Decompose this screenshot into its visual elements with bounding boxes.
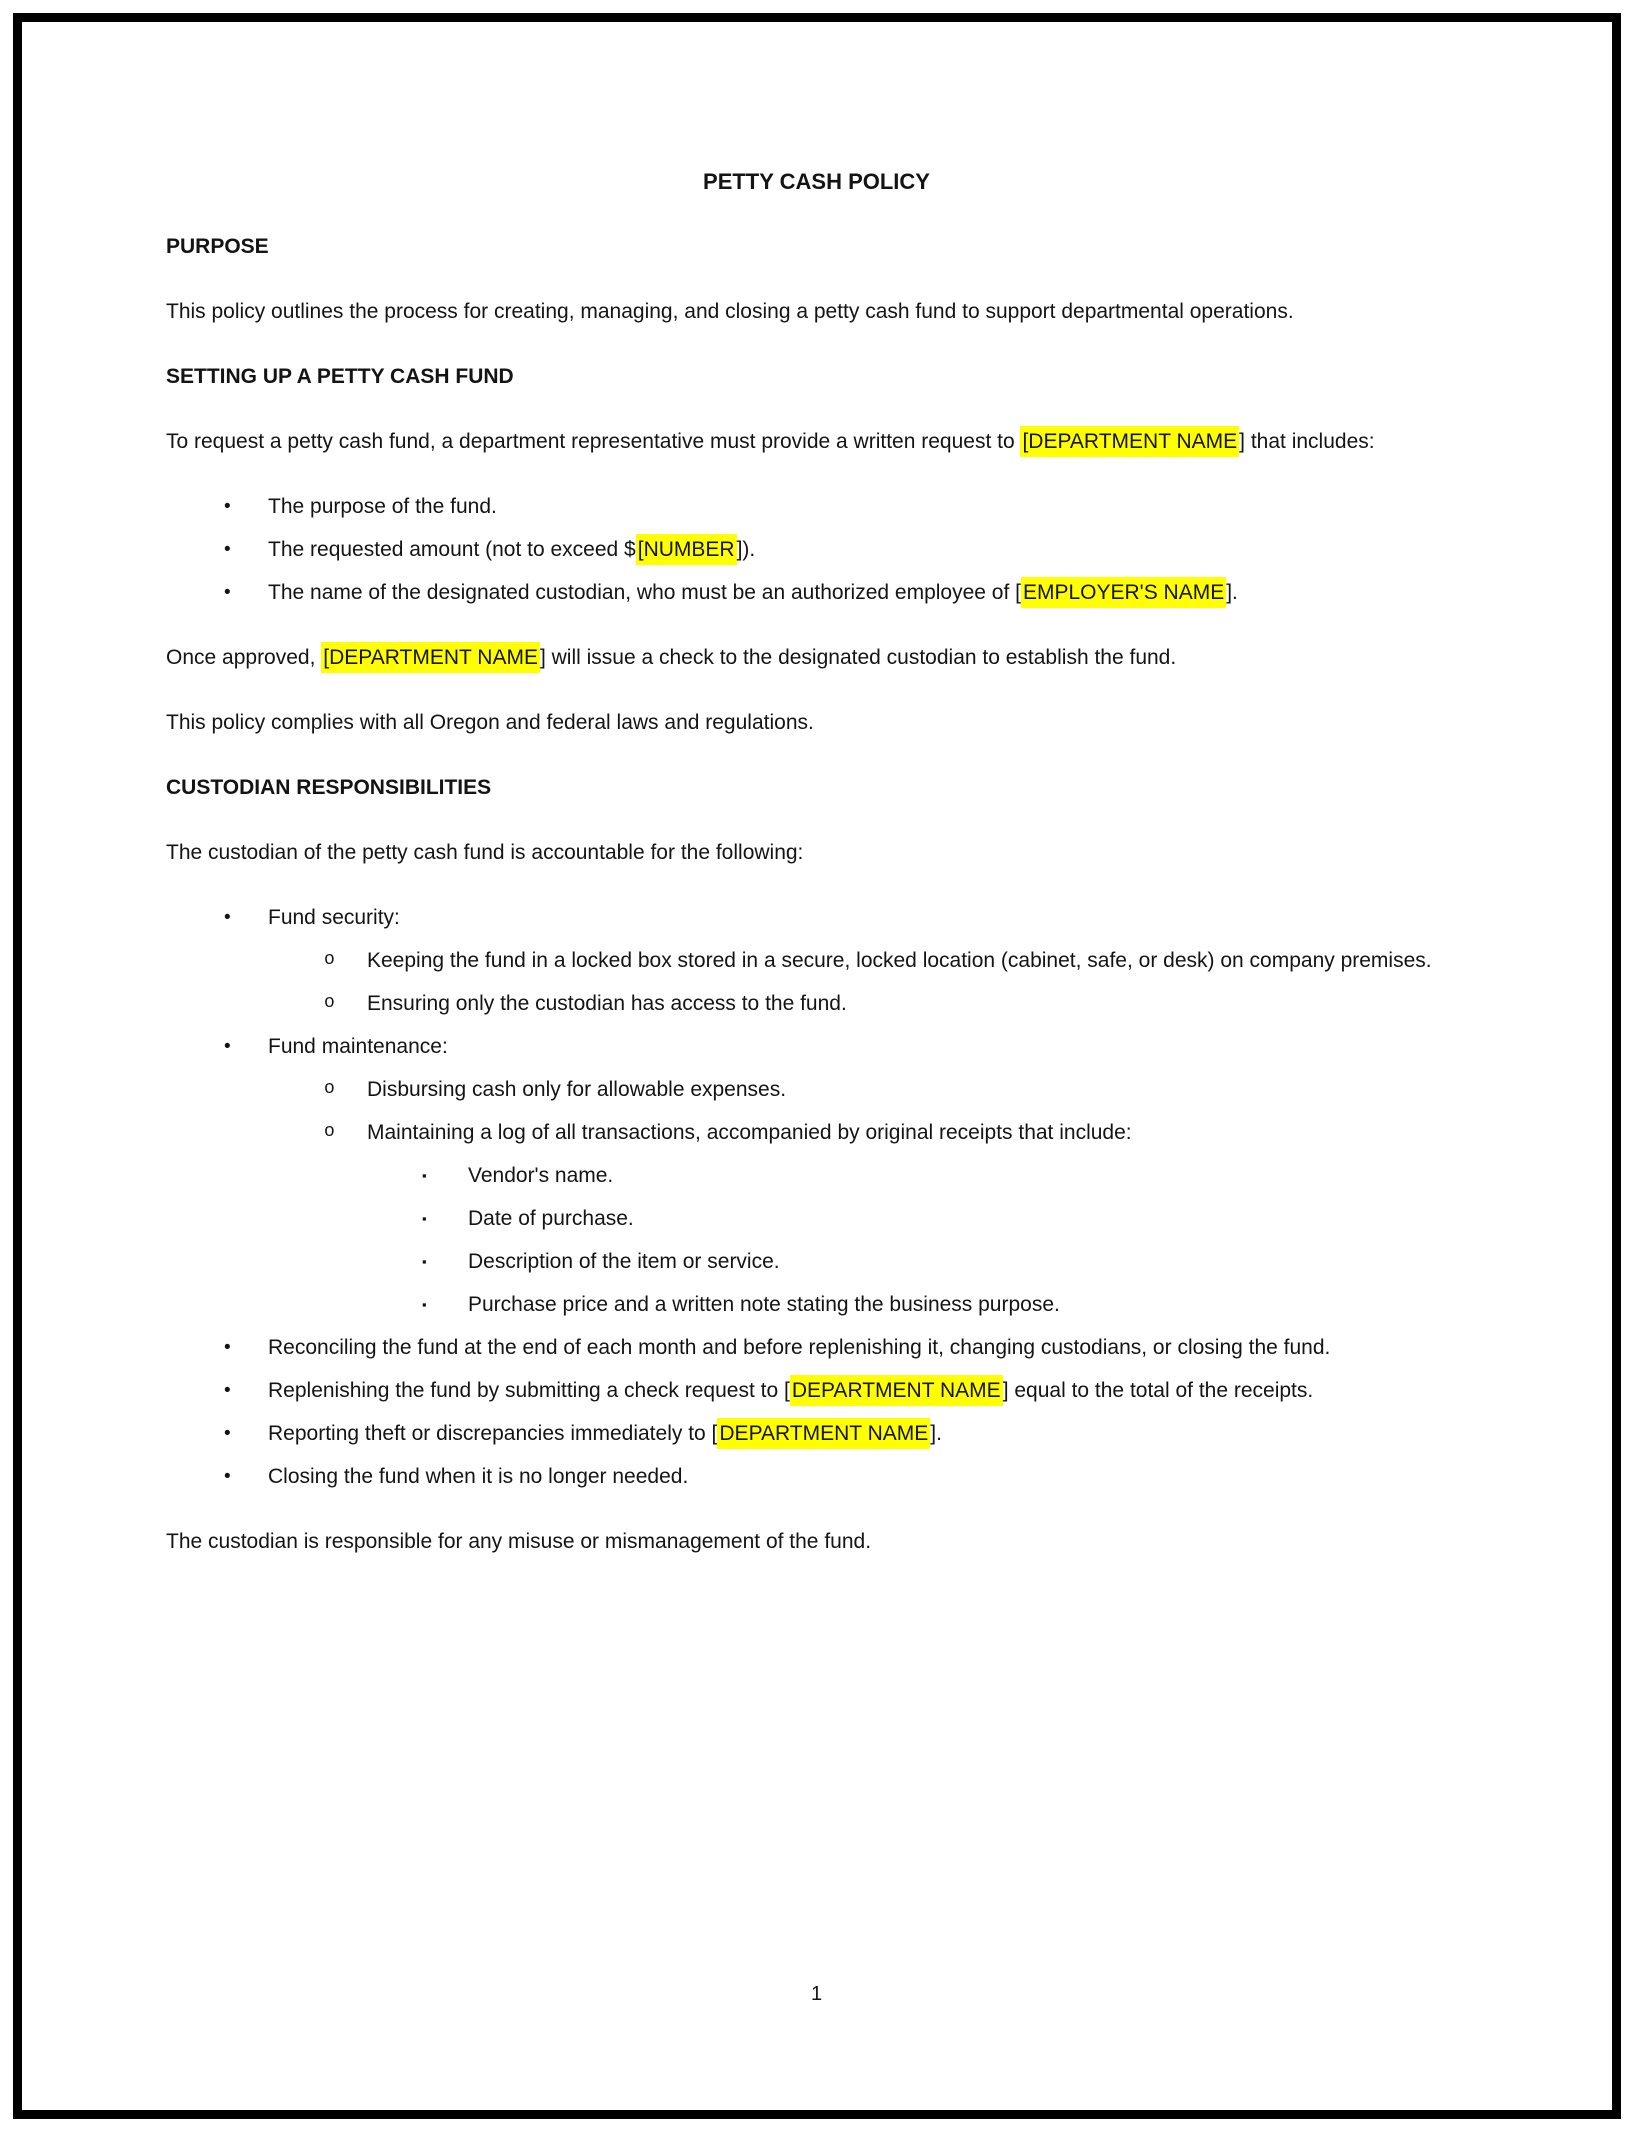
list-item — [166, 1025, 1467, 1068]
text-run: To request a petty cash fund, a department representative must provide a written request to — [166, 430, 1021, 453]
text-run: ] will issue a check to the designated custodian to establish the fund. — [539, 646, 1177, 669]
text-run: Description of the item or service. — [468, 1250, 780, 1273]
text-run: Ensuring only the custodian has access to the fund. — [367, 992, 847, 1015]
bullet-marker: ▪ — [422, 1254, 427, 1269]
bullet-marker: • — [224, 496, 231, 517]
paragraph — [166, 636, 1467, 679]
highlighted-placeholder: DEPARTMENT NAME — [717, 1418, 930, 1449]
paragraph — [166, 1520, 1467, 1563]
page-number: 1 — [810, 1983, 823, 2005]
section-heading — [166, 766, 1467, 809]
text-run: Reporting theft or discrepancies immediately to [ — [268, 1422, 718, 1445]
bullet-marker: • — [224, 582, 231, 603]
text-run: Keeping the fund in a locked box stored in a secure, locked location (cabinet, safe, or desk) on company premises. — [367, 949, 1432, 972]
highlighted-placeholder: DEPARTMENT NAME — [790, 1375, 1003, 1406]
text-run: ]. — [1226, 581, 1238, 604]
list-item — [166, 1326, 1467, 1369]
bullet-marker: • — [224, 1380, 231, 1401]
bullet-marker: • — [224, 1036, 231, 1057]
highlighted-placeholder: [DEPARTMENT NAME — [1020, 426, 1239, 457]
document-content — [166, 160, 1467, 1585]
bullet-marker: • — [224, 1337, 231, 1358]
bullet-marker: • — [224, 1423, 231, 1444]
text-run: Fund maintenance: — [268, 1035, 448, 1058]
list-item — [166, 1412, 1467, 1455]
paragraph — [166, 290, 1467, 333]
text-run: This policy complies with all Oregon and federal laws and regulations. — [166, 711, 814, 734]
text-run: Maintaining a log of all transactions, accompanied by original receipts that include: — [367, 1121, 1132, 1144]
text-run: CUSTODIAN RESPONSIBILITIES — [166, 776, 492, 799]
bullet-marker: • — [224, 1466, 231, 1487]
text-run: The custodian is responsible for any misuse or mismanagement of the fund. — [166, 1530, 872, 1553]
list-item — [166, 1154, 1467, 1197]
text-run: ]. — [930, 1422, 942, 1445]
bullet-marker: ▪ — [422, 1211, 427, 1226]
paragraph — [166, 420, 1467, 463]
document-title — [166, 160, 1467, 203]
text-run: ]). — [736, 538, 756, 561]
text-run: Reconciling the fund at the end of each month and before replenishing it, changing custodians, or closing the fund. — [268, 1336, 1331, 1359]
text-run: Closing the fund when it is no longer needed. — [268, 1465, 689, 1488]
text-run: Purchase price and a written note stating the business purpose. — [468, 1293, 1060, 1316]
list-item — [166, 982, 1467, 1025]
text-run: Replenishing the fund by submitting a check request to [ — [268, 1379, 790, 1402]
text-run: SETTING UP A PETTY CASH FUND — [166, 365, 514, 388]
text-run: The custodian of the petty cash fund is accountable for the following: — [166, 841, 804, 864]
text-run: Once approved, — [166, 646, 322, 669]
text-run: Date of purchase. — [468, 1207, 634, 1230]
list-item — [166, 1068, 1467, 1111]
text-run: This policy outlines the process for creating, managing, and closing a petty cash fund to support departmental operations. — [166, 300, 1294, 323]
text-run: The name of the designated custodian, who must be an authorized employee of [ — [268, 581, 1021, 604]
list-item — [166, 1283, 1467, 1326]
text-run: PETTY CASH POLICY — [703, 169, 930, 194]
bullet-marker: o — [324, 1122, 335, 1142]
list-item — [166, 1197, 1467, 1240]
highlighted-placeholder: [NUMBER — [636, 534, 737, 565]
text-run: Fund security: — [268, 906, 400, 929]
section-heading — [166, 355, 1467, 398]
bullet-marker: • — [224, 539, 231, 560]
list-item — [166, 896, 1467, 939]
bullet-marker: • — [224, 907, 231, 928]
paragraph — [166, 831, 1467, 874]
list-item — [166, 1111, 1467, 1154]
bullet-marker: o — [324, 1079, 335, 1099]
list-item — [166, 939, 1467, 982]
text-run: PURPOSE — [166, 235, 269, 258]
paragraph — [166, 701, 1467, 744]
bullet-marker: ▪ — [422, 1297, 427, 1312]
text-run: The requested amount (not to exceed $ — [268, 538, 636, 561]
text-run: The purpose of the fund. — [268, 495, 497, 518]
list-item — [166, 485, 1467, 528]
bullet-marker: o — [324, 950, 335, 970]
text-run: Disbursing cash only for allowable expenses. — [367, 1078, 787, 1101]
section-heading — [166, 225, 1467, 268]
text-run: ] that includes: — [1239, 430, 1375, 453]
list-item — [166, 571, 1467, 614]
highlighted-placeholder: [DEPARTMENT NAME — [321, 642, 540, 673]
list-item — [166, 1240, 1467, 1283]
bullet-marker: ▪ — [422, 1168, 427, 1183]
list-item — [166, 1455, 1467, 1498]
bullet-marker: o — [324, 993, 335, 1013]
list-item — [166, 1369, 1467, 1412]
highlighted-placeholder: EMPLOYER'S NAME — [1021, 577, 1226, 608]
text-run: Vendor's name. — [468, 1164, 614, 1187]
list-item — [166, 528, 1467, 571]
text-run: ] equal to the total of the receipts. — [1002, 1379, 1314, 1402]
